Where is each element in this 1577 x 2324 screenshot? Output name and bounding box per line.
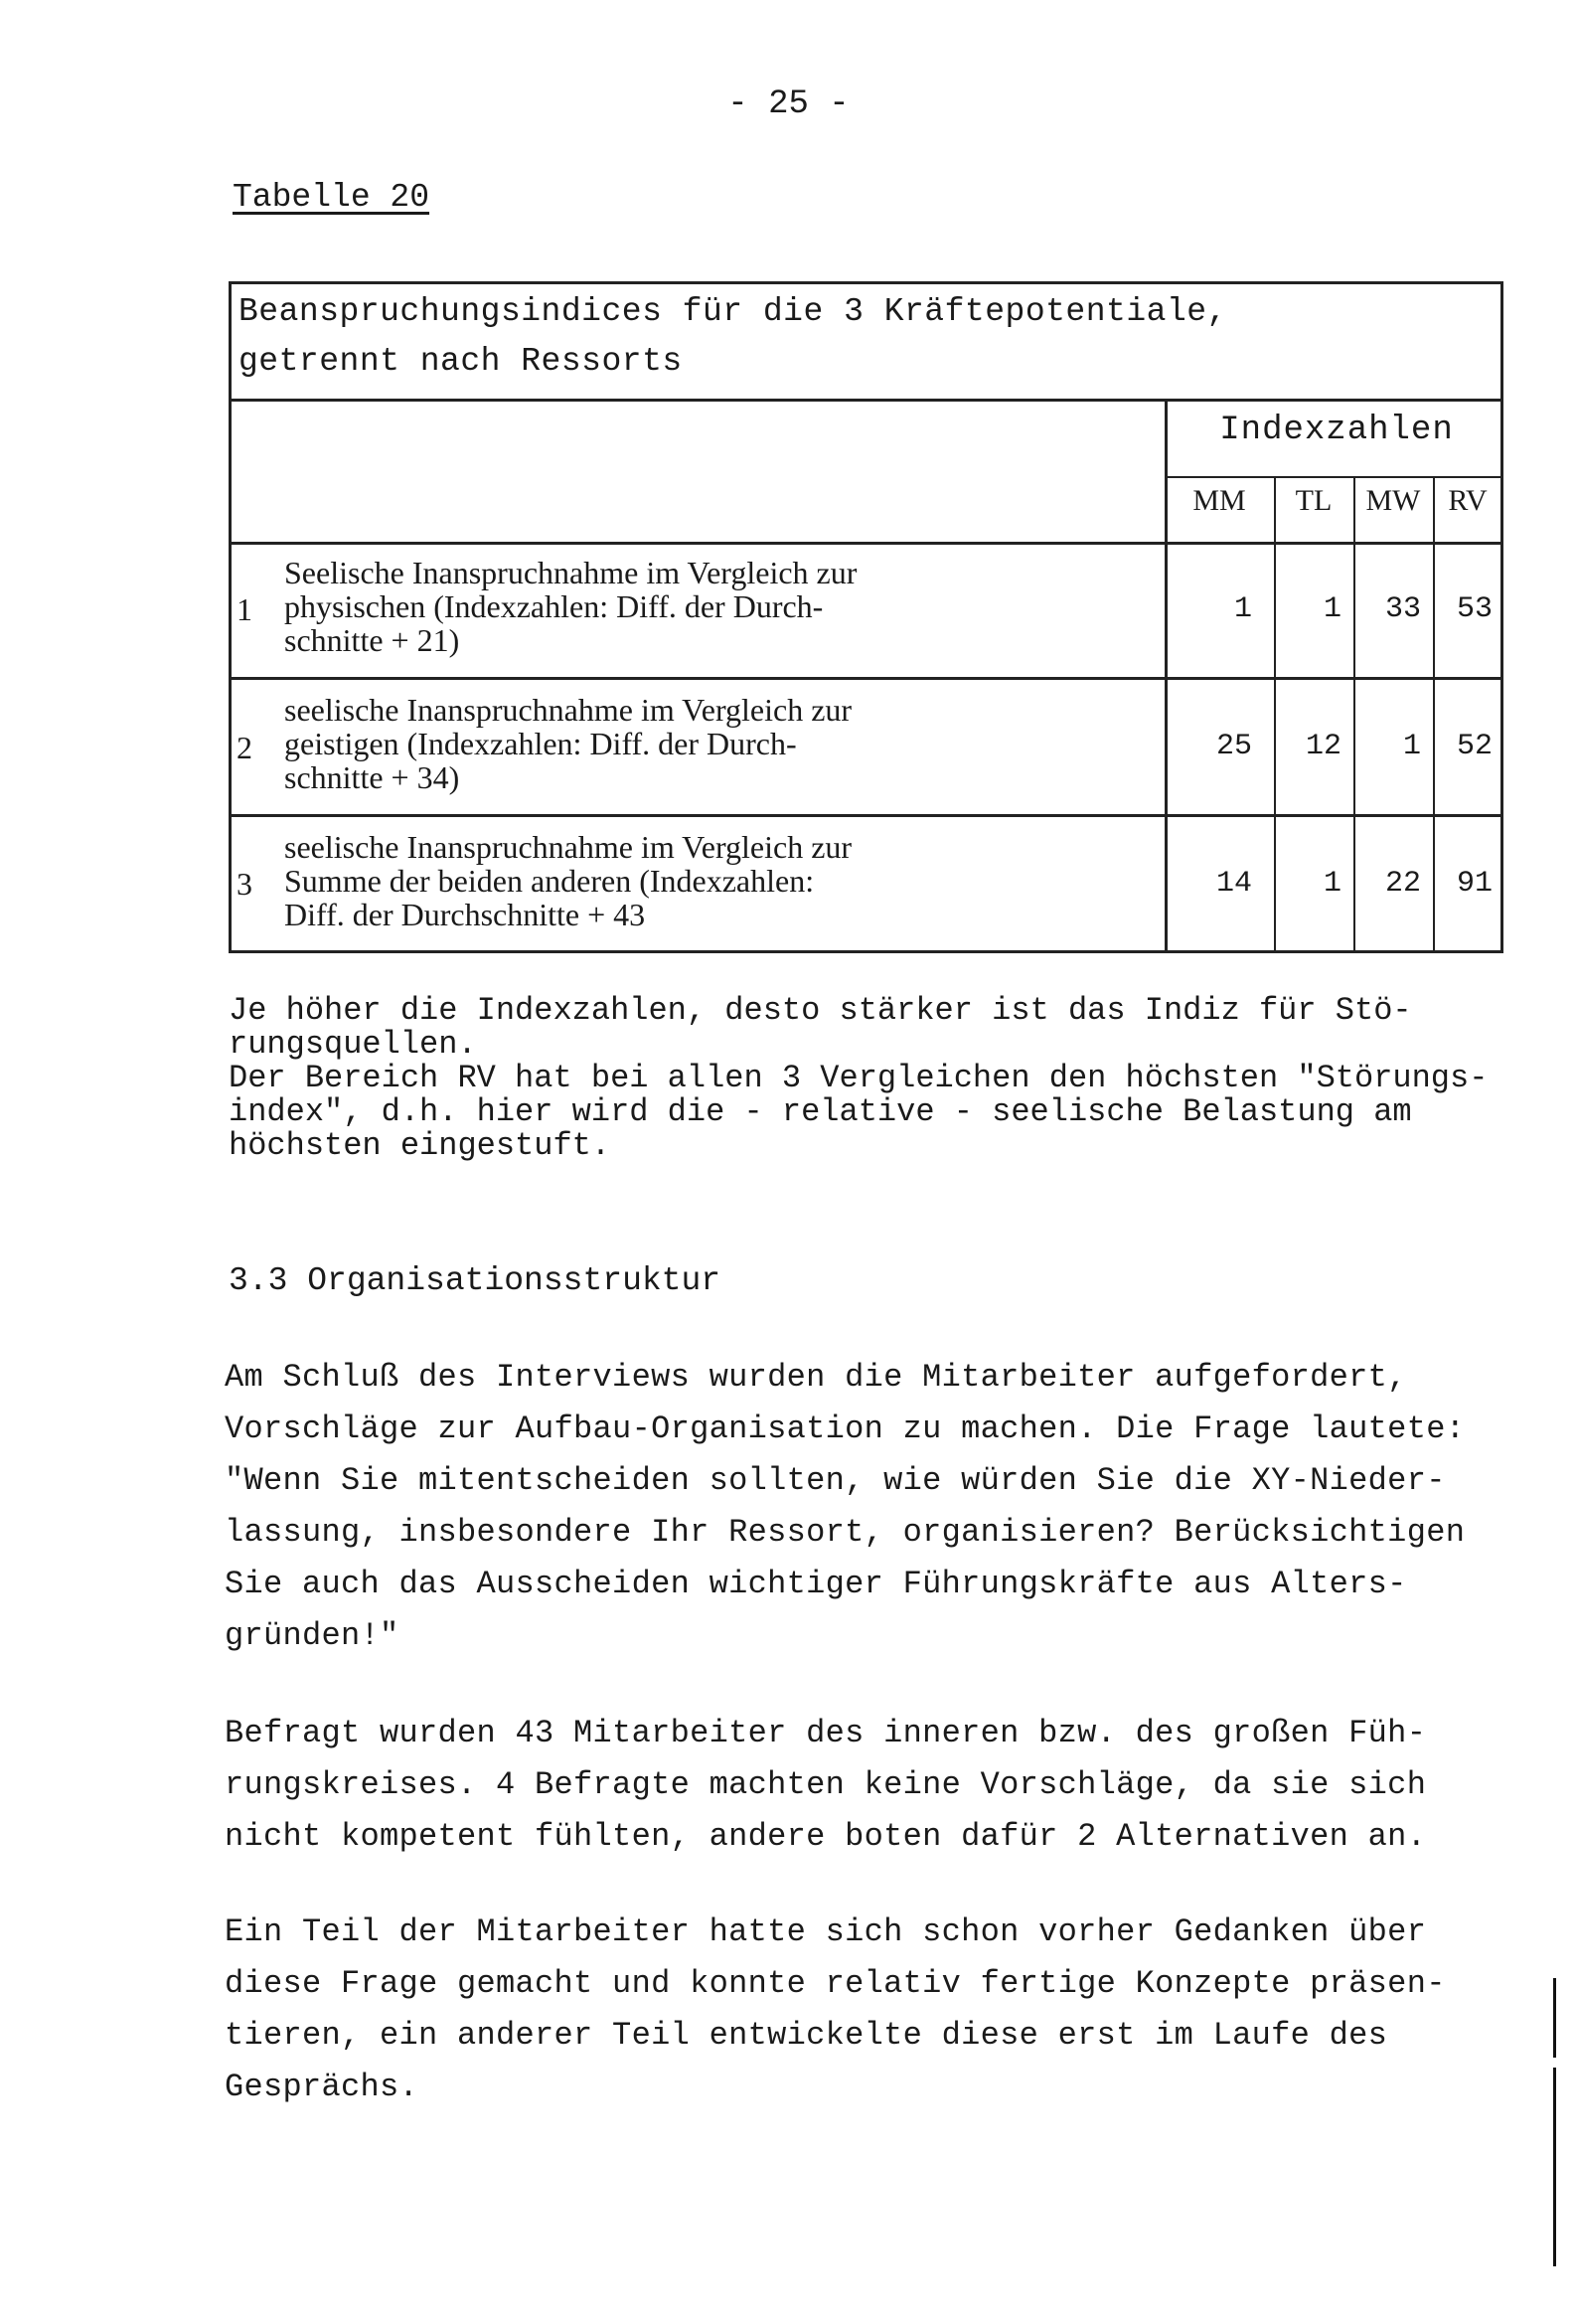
cell-rv: 53: [1456, 592, 1493, 626]
cell-mm: 1: [1233, 592, 1252, 626]
index-header: Indexzahlen: [1219, 412, 1454, 449]
cell-tl: 1: [1323, 867, 1341, 901]
scan-margin-mark: [1553, 1978, 1556, 2058]
scan-margin-mark: [1553, 2068, 1556, 2266]
cell-tl: 1: [1323, 592, 1341, 626]
column-header-rv: RV: [1448, 484, 1488, 517]
row-label: seelische Inanspruchnahme im Vergleich zur Summe der beiden anderen (Indexzahlen: Diff. der Durchschnitte + 43: [284, 829, 853, 932]
table-caption-line-2: getrennt nach Ressorts: [238, 343, 683, 380]
table-caption-line-1: Beanspruchungsindices für die 3 Kräftepotentiale,: [238, 293, 1227, 330]
column-header-tl: TL: [1295, 484, 1333, 517]
table-rule: [229, 399, 1503, 402]
cell-mm: 25: [1215, 730, 1252, 763]
column-header-mm: MM: [1192, 484, 1246, 517]
cell-rv: 91: [1456, 867, 1493, 901]
table-rule: [229, 950, 1503, 953]
cell-mm: 14: [1215, 867, 1252, 901]
table-rule: [229, 542, 1503, 545]
paragraph: Ein Teil der Mitarbeiter hatte sich schon vorher Gedanken über diese Frage gemacht und konnte relativ fertige Konzepte präsen- tieren, ein anderer Teil entwickelte diese erst im Laufe des Gesprächs.: [225, 1913, 1446, 2105]
row-number: 3: [237, 866, 252, 902]
table-rule: [229, 281, 232, 953]
paragraph: Am Schluß des Interviews wurden die Mitarbeiter aufgefordert, Vorschläge zur Aufbau-Organisation zu machen. Die Frage lautete: "Wenn Sie mitentscheiden sollten, wie würden Sie die XY-Nieder- lassung, insbesondere Ihr Ressort, organisieren? Berücksichtigen Sie auch das Ausscheiden wichtiger Führungskräfte aus Alters- gründen!": [225, 1359, 1466, 1654]
paragraph: Befragt wurden 43 Mitarbeiter des inneren bzw. des großen Füh- rungskreises. 4 Befragte machten keine Vorschläge, da sie sich nicht kompetent fühlten, andere boten dafür 2 Alternativen an.: [225, 1715, 1427, 1855]
row-label: Seelische Inanspruchnahme im Vergleich zur physischen (Indexzahlen: Diff. der Durch- schnitte + 21): [284, 555, 858, 658]
cell-mw: 33: [1384, 592, 1421, 626]
data-table: [229, 281, 1503, 953]
table-rule: [1500, 281, 1503, 953]
cell-mw: 22: [1384, 867, 1421, 901]
cell-tl: 12: [1305, 730, 1341, 763]
table-rule: [229, 677, 1503, 680]
table-note: Je höher die Indexzahlen, desto stärker ist das Indiz für Stö- rungsquellen. Der Bereich RV hat bei allen 3 Vergleichen den höchsten "Störungs- index", d.h. hier wird die - relative - seelische Belastung am höchsten eingestuft.: [229, 992, 1489, 1164]
table-rule: [229, 281, 1503, 284]
section-heading: 3.3 Organisationsstruktur: [229, 1262, 721, 1299]
table-rule: [229, 814, 1503, 817]
row-number: 2: [237, 730, 252, 765]
page-number: - 25 -: [727, 85, 850, 123]
cell-mw: 1: [1402, 730, 1421, 763]
table-title: Tabelle 20: [233, 179, 430, 216]
cell-rv: 52: [1456, 730, 1493, 763]
table-rule: [1165, 476, 1503, 478]
row-number: 1: [237, 591, 252, 627]
column-header-mw: MW: [1365, 484, 1421, 517]
row-label: seelische Inanspruchnahme im Vergleich zur geistigen (Indexzahlen: Diff. der Durch- schnitte + 34): [284, 692, 853, 795]
